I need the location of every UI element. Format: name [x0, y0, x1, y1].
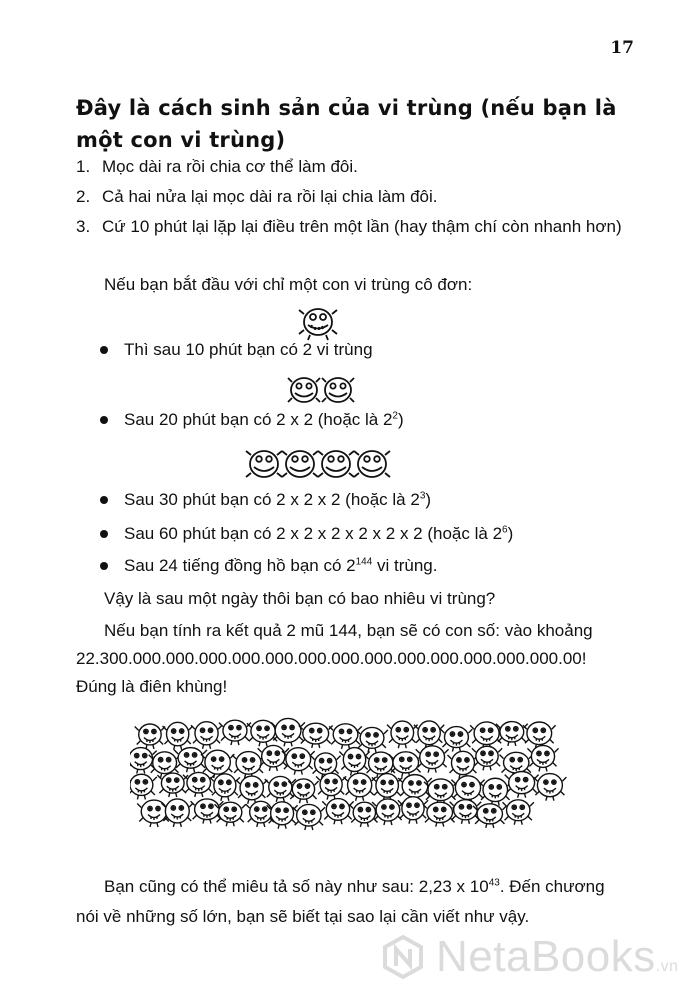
germ-icon — [387, 721, 418, 748]
germ-icon — [191, 722, 222, 749]
germ-icon — [414, 721, 444, 749]
germ-icon — [416, 746, 449, 773]
step-number: 1. — [76, 157, 91, 176]
step-item — [76, 152, 646, 182]
bullet-item — [100, 490, 431, 510]
germ-icon — [258, 745, 289, 770]
germ-icon — [135, 724, 165, 749]
germ-icon — [236, 776, 267, 804]
step-number: 2. — [76, 187, 91, 206]
bullet-dot — [100, 346, 108, 354]
step-text: Mọc dài ra rồi chia cơ thể làm đôi. — [102, 157, 358, 176]
germ-icon — [424, 779, 458, 805]
closing-text-line1: Bạn cũng có thể miêu tả số này như sau: 2,23 x $10^{43}$. Đến chương — [104, 877, 605, 896]
germ-icon — [271, 718, 305, 746]
germ-icon — [503, 800, 534, 825]
single-germ-illustration — [296, 302, 340, 342]
germ-icon — [533, 774, 566, 801]
closing-text-line2: nói về những số lớn, bạn sẽ biết tại sao lại cần viết như vậy. — [76, 907, 530, 926]
intro-text: Nếu bạn bắt đầu với chỉ một con vi trùng cô đơn: — [104, 275, 473, 294]
bullet-item — [100, 556, 437, 576]
germ-icon — [267, 802, 298, 829]
step-item — [76, 212, 646, 242]
two-germs-illustration — [286, 372, 358, 408]
netabooks-logo-icon — [380, 934, 426, 980]
bullet-dot — [100, 530, 108, 538]
germ-icon — [174, 748, 207, 773]
page-number: 17 — [610, 38, 634, 58]
germ-icon — [505, 771, 539, 797]
germ-icon — [299, 309, 337, 340]
germ-icon — [423, 802, 457, 826]
bullet-item — [100, 524, 513, 544]
germ-icon — [318, 451, 354, 477]
germ-icon — [523, 722, 556, 749]
germ-icon — [157, 773, 188, 797]
bullet-text: Sau 30 phút bạn có 2 x 2 x 2 (hoặc là $2^3$) — [124, 490, 432, 509]
germ-icon — [448, 751, 479, 778]
germ-icon — [322, 378, 354, 402]
germ-icon — [354, 451, 390, 477]
germ-icon — [472, 746, 502, 770]
germ-icon — [316, 773, 346, 799]
germ-icon — [344, 773, 376, 801]
section-heading: Đây là cách sinh sản của vi trùng (nếu bạn là một con vi trùng) — [76, 96, 617, 152]
germ-icon — [450, 800, 482, 824]
bullet-text: Sau 24 tiếng đồng hồ bạn có $2^{144}$ vi trùng. — [124, 556, 438, 575]
germ-icon — [282, 748, 315, 775]
bullet-dot — [100, 562, 108, 570]
germ-icon — [163, 722, 193, 750]
germ-icon — [473, 804, 506, 828]
germ-icon — [293, 804, 325, 830]
watermark — [380, 932, 679, 982]
germ-crowd-illustration — [130, 712, 570, 844]
germ-icon — [398, 797, 428, 824]
bullet-item — [100, 410, 404, 430]
bullet-dot — [100, 416, 108, 424]
result-number: 22.300.000.000.000.000.000.000.000.000.000.000.000.000.000.00! — [76, 649, 587, 668]
result-text-line1: Nếu bạn tính ra kết quả 2 mũ 144, bạn sẽ có con số: vào khoảng — [104, 621, 593, 640]
bullet-item — [100, 340, 373, 360]
germ-icon — [219, 720, 251, 745]
germ-icon — [161, 799, 193, 827]
bullet-text: Sau 20 phút bạn có 2 x 2 (hoặc là $2^2$) — [124, 410, 404, 429]
germ-icon — [299, 723, 333, 748]
step-number: 3. — [76, 217, 91, 236]
steps-list — [76, 152, 646, 242]
bullet-dot — [100, 496, 108, 504]
watermark-text: NetaBooks.vn — [436, 932, 679, 981]
germ-icon — [322, 799, 353, 825]
germ-icon — [349, 802, 379, 827]
germ-icon — [389, 752, 423, 777]
germ-icon — [329, 724, 362, 749]
result-exclamation: Đúng là điên khùng! — [76, 677, 228, 696]
step-item — [76, 182, 646, 212]
step-text: Cả hai nửa lại mọc dài ra rồi lại chia làm đôi. — [102, 187, 438, 206]
bullet-text: Sau 60 phút bạn có 2 x 2 x 2 x 2 x 2 x 2 (hoặc là $2^6$) — [124, 524, 514, 543]
germ-icon — [339, 748, 369, 776]
germ-icon — [527, 745, 558, 771]
germ-icon — [246, 451, 282, 477]
germ-icon — [440, 727, 472, 752]
germ-icon — [282, 451, 318, 477]
four-germs-illustration — [244, 442, 394, 484]
germ-icon — [130, 774, 157, 799]
germ-icon — [356, 727, 388, 752]
bullet-text: Thì sau 10 phút bạn có 2 vi trùng — [124, 340, 373, 359]
step-text: Cứ 10 phút lại lặp lại điều trên một lần (hay thậm chí còn nhanh hơn) — [102, 217, 622, 236]
germ-icon — [288, 378, 320, 402]
question-text: Vậy là sau một ngày thôi bạn có bao nhiêu vi trùng? — [104, 589, 496, 608]
germ-icon — [247, 720, 279, 746]
